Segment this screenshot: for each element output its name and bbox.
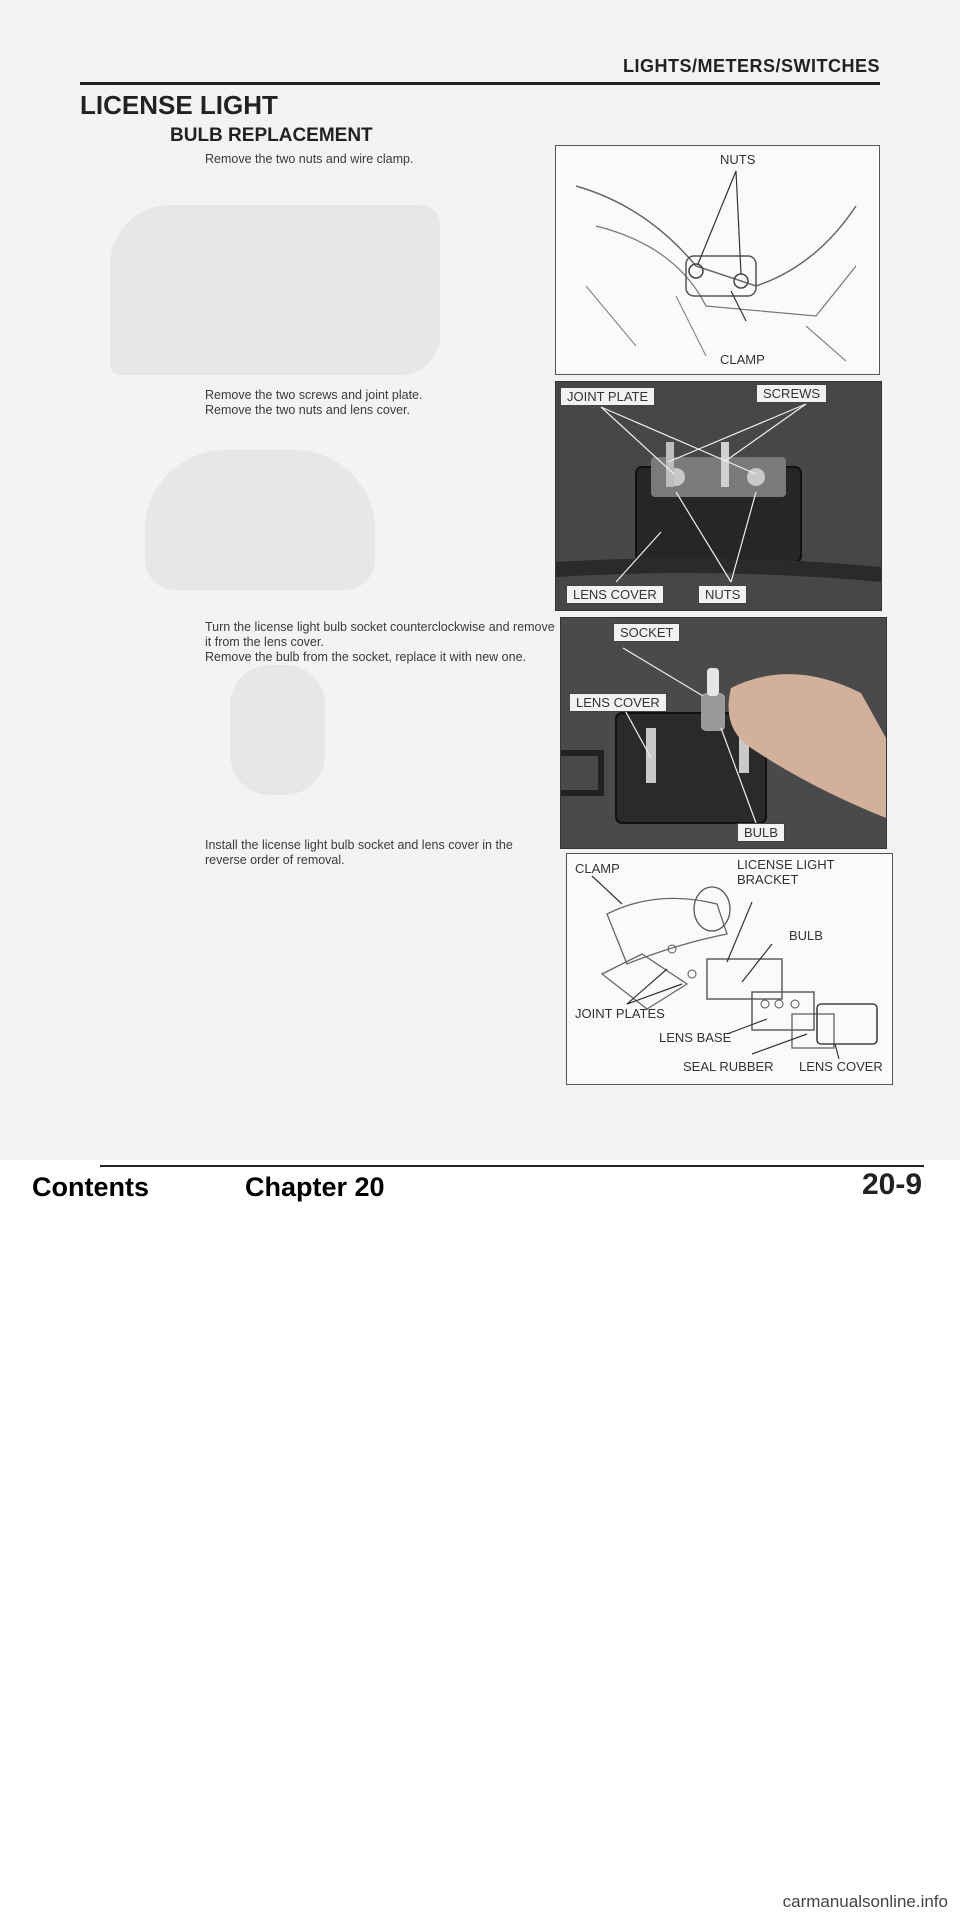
- figure-nuts-clamp-drawing: [556, 146, 879, 374]
- figure-joint-plate-drawing: [556, 382, 881, 610]
- label-nuts: NUTS: [698, 585, 747, 604]
- label-socket: SOCKET: [613, 623, 680, 642]
- label-bulb: BULB: [789, 928, 823, 943]
- step-3-text: Turn the license light bulb socket counterclockwise and remove it from the lens cover. Remove the bulb from the socket, replace it with new one.: [205, 620, 555, 664]
- page-number: 20-9: [861, 1168, 922, 1201]
- header-rule: [80, 82, 880, 85]
- figure-socket-bulb-photo: [560, 617, 887, 849]
- label-bulb: BULB: [737, 823, 785, 842]
- step-2-text: Remove the two screws and joint plate. Remove the two nuts and lens cover.: [205, 388, 423, 417]
- ghost-shape-1: [110, 205, 440, 375]
- label-lens-cover: LENS COVER: [566, 585, 664, 604]
- running-header: LIGHTS/METERS/SWITCHES: [622, 56, 880, 76]
- step-4-text: Install the license light bulb socket and lens cover in the reverse order of removal.: [205, 838, 513, 867]
- subsection-title: BULB REPLACEMENT: [170, 125, 373, 146]
- step-1-text: Remove the two nuts and wire clamp.: [205, 152, 414, 166]
- label-clamp: CLAMP: [575, 861, 620, 876]
- ghost-shape-3: [230, 665, 325, 795]
- label-joint-plate: JOINT PLATE: [560, 387, 655, 406]
- figure-joint-plate-photo: [555, 381, 882, 611]
- section-title: LICENSE LIGHT: [80, 90, 278, 120]
- ghost-shape-2: [145, 450, 375, 590]
- footer-rule: [100, 1165, 924, 1167]
- label-lens-base: LENS BASE: [659, 1030, 732, 1045]
- label-license-light-bracket: LICENSE LIGHT BRACKET: [737, 857, 835, 887]
- figure-exploded-view-drawing: [567, 854, 892, 1084]
- label-lens-cover: LENS COVER: [799, 1059, 883, 1074]
- figure-exploded-view: [566, 853, 893, 1085]
- label-screws: SCREWS: [756, 384, 827, 403]
- label-joint-plates: JOINT PLATES: [575, 1006, 665, 1021]
- label-clamp: CLAMP: [720, 352, 765, 367]
- figure-socket-bulb-drawing: [561, 618, 886, 848]
- chapter-link[interactable]: Chapter 20: [245, 1172, 385, 1202]
- figure-nuts-clamp: [555, 145, 880, 375]
- site-watermark: carmanualsonline.info: [782, 1892, 948, 1911]
- contents-link[interactable]: Contents: [32, 1172, 149, 1202]
- label-nuts: NUTS: [720, 152, 756, 167]
- label-seal-rubber: SEAL RUBBER: [683, 1059, 774, 1074]
- label-lens-cover: LENS COVER: [569, 693, 667, 712]
